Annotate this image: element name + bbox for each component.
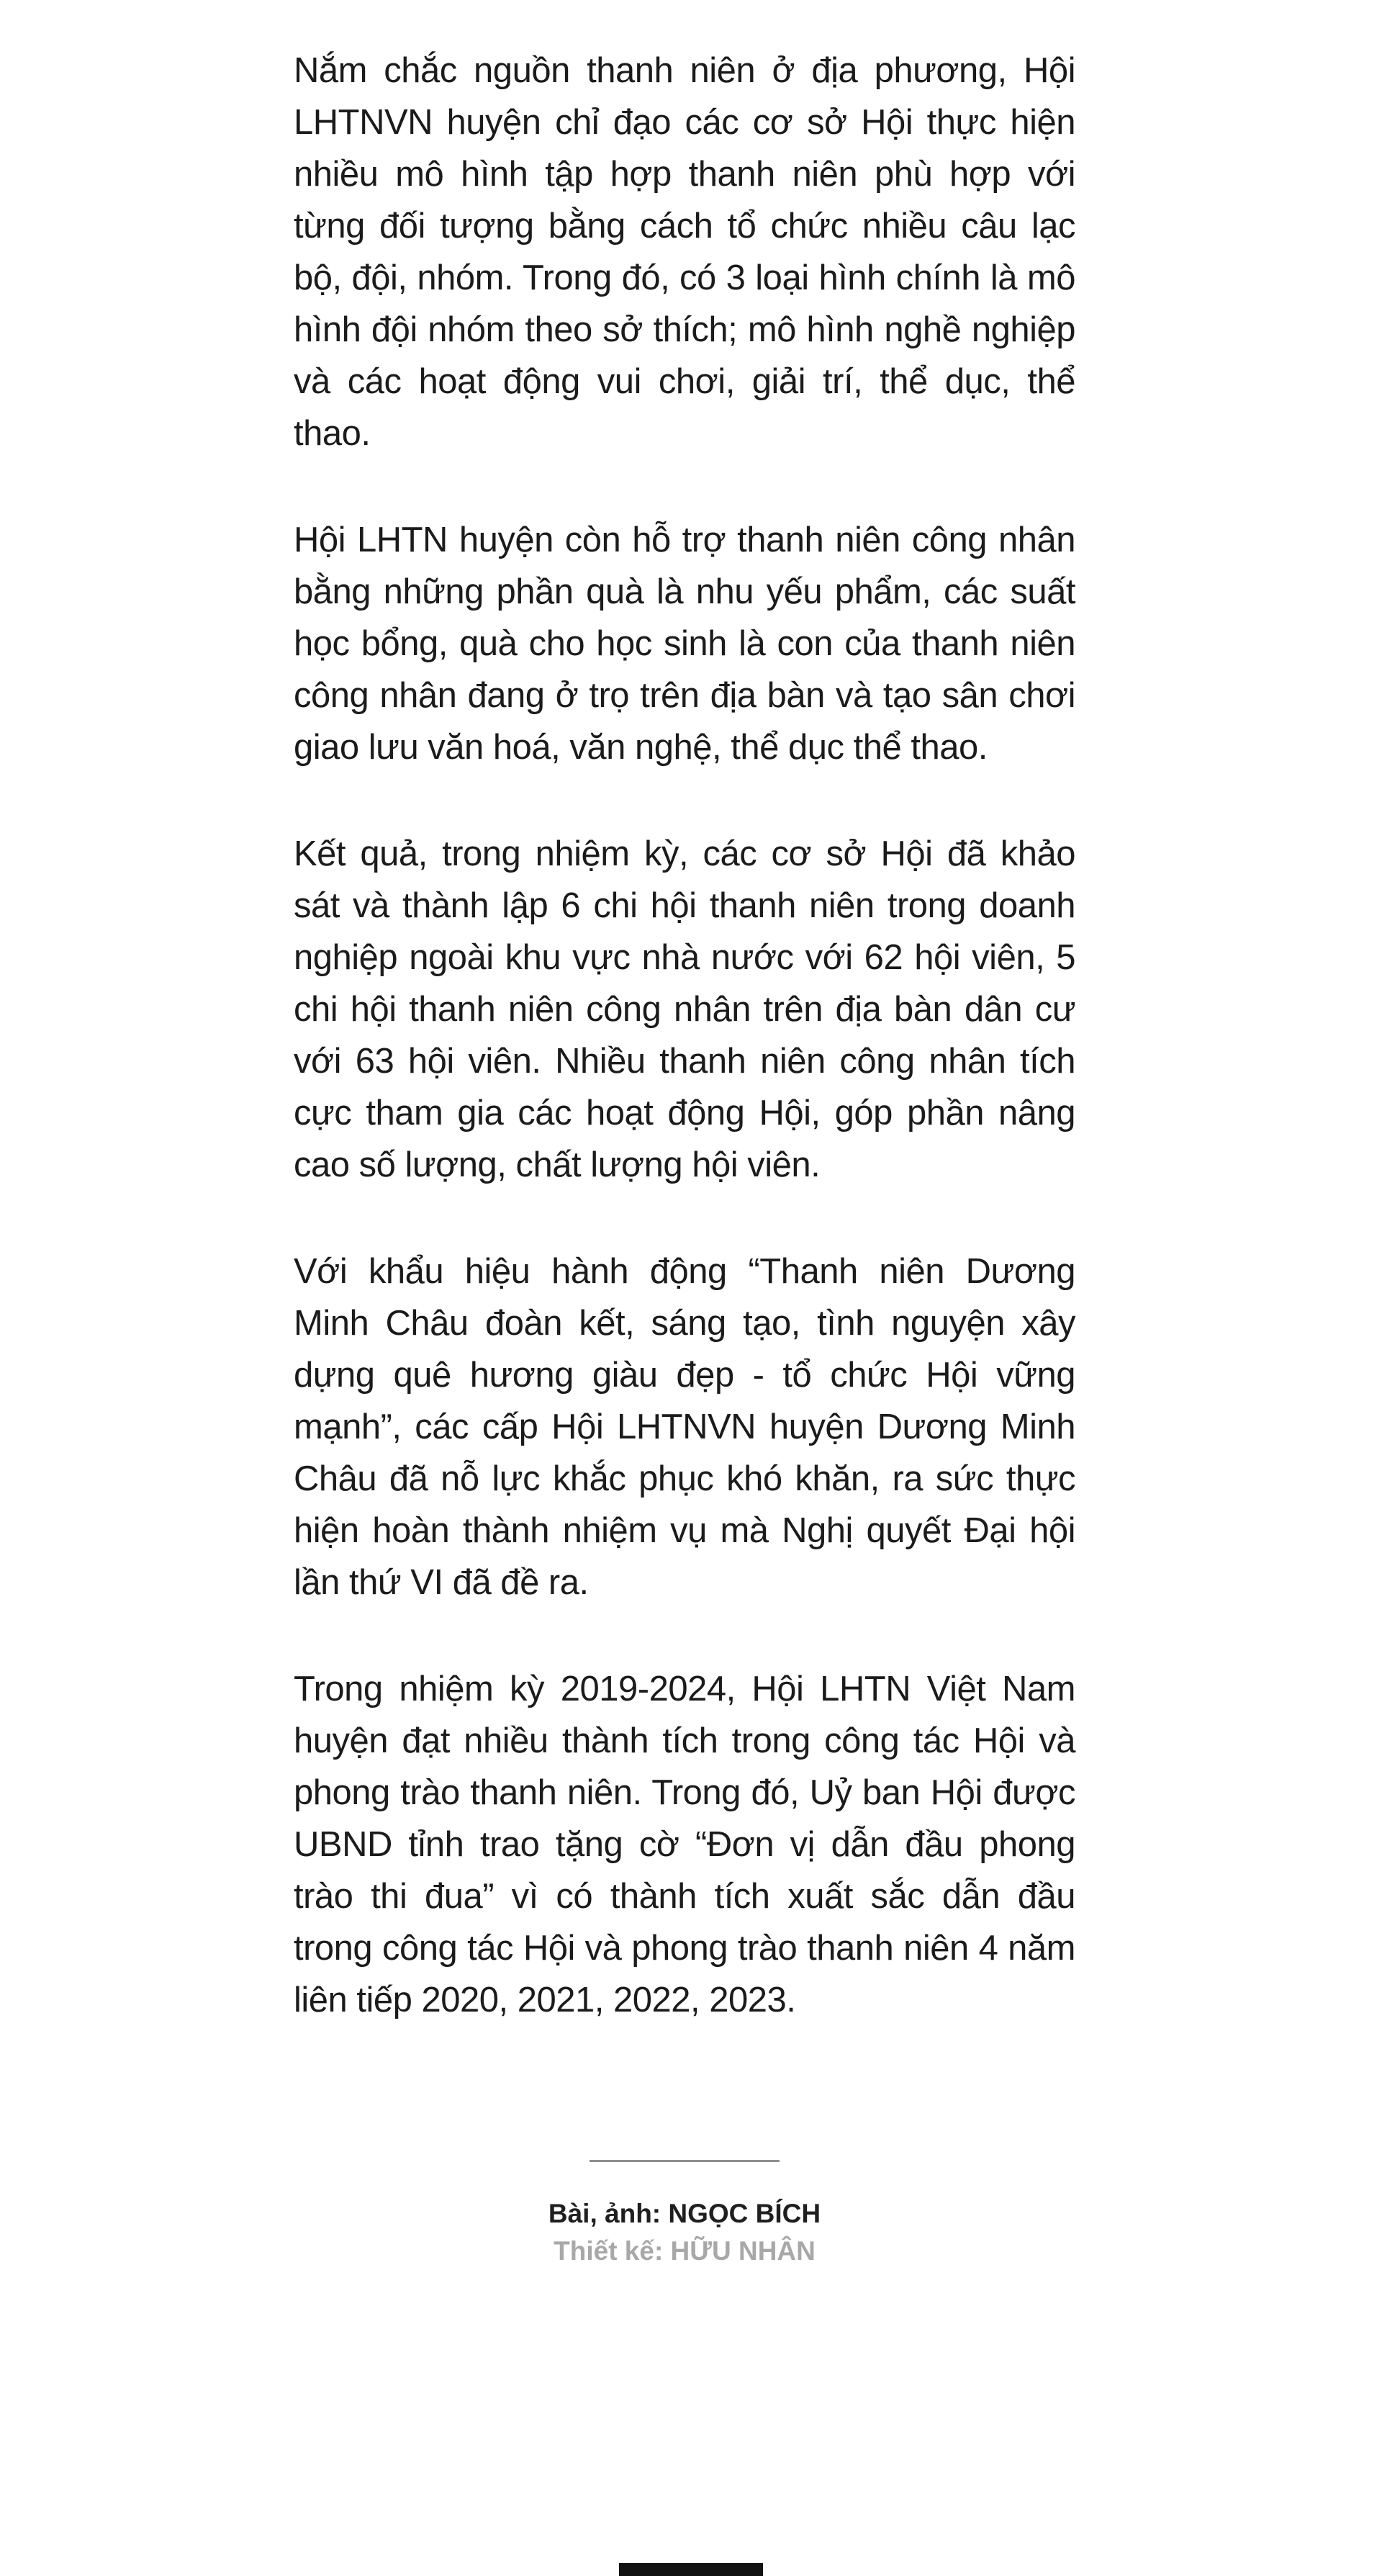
article-paragraph: Kết quả, trong nhiệm kỳ, các cơ sở Hội đã khảo sát và thành lập 6 chi hội thanh niên trong doanh nghiệp ngoài khu vực nhà nước với 62 hội viên, 5 chi hội thanh niên công nhân trên địa bàn dân cư với 63 hội viên. Nhiều thanh niên công nhân tích cực tham gia các hoạt động Hội, góp phần nâng cao số lượng, chất lượng hội viên.	[294, 834, 1075, 1184]
page-bottom-bar	[619, 2563, 763, 2576]
article-paragraph: Hội LHTN huyện còn hỗ trợ thanh niên công nhân bằng những phần quà là nhu yếu phẩm, các suất học bổng, quà cho học sinh là con của thanh niên công nhân đang ở trọ trên địa bàn và tạo sân chơi giao lưu văn hoá, văn nghệ, thể dục thể thao.	[294, 521, 1075, 767]
design-credit: Thiết kế: HỮU NHÂN	[554, 2236, 816, 2266]
article-paragraph: Trong nhiệm kỳ 2019-2024, Hội LHTN Việt Nam huyện đạt nhiều thành tích trong công tác Hội và phong trào thanh niên. Trong đó, Uỷ ban Hội được UBND tỉnh trao tặng cờ “Đơn vị dẫn đầu phong trào thi đua” vì có thành tích xuất sắc dẫn đầu trong công tác Hội và phong trào thanh niên 4 năm liên tiếp 2020, 2021, 2022, 2023.	[294, 1670, 1075, 2019]
section-divider	[590, 2160, 780, 2162]
article-paragraph: Nắm chắc nguồn thanh niên ở địa phương, Hội LHTNVN huyện chỉ đạo các cơ sở Hội thực hiện nhiều mô hình tập hợp thanh niên phù hợp với từng đối tượng bằng cách tổ chức nhiều câu lạc bộ, đội, nhóm. Trong đó, có 3 loại hình chính là mô hình đội nhóm theo sở thích; mô hình nghề nghiệp và các hoạt động vui chơi, giải trí, thể dục, thể thao.	[294, 51, 1075, 453]
article-body	[294, 0, 1075, 2270]
article-paragraphs	[294, 45, 1075, 2026]
article-footer	[294, 2160, 1075, 2270]
article-paragraph: Với khẩu hiệu hành động “Thanh niên Dương Minh Châu đoàn kết, sáng tạo, tình nguyện xây dựng quê hương giàu đẹp - tổ chức Hội vững mạnh”, các cấp Hội LHTNVN huyện Dương Minh Châu đã nỗ lực khắc phục khó khăn, ra sức thực hiện hoàn thành nhiệm vụ mà Nghị quyết Đại hội lần thứ VI đã đề ra.	[294, 1252, 1075, 1602]
author-credit: Bài, ảnh: NGỌC BÍCH	[548, 2199, 821, 2228]
